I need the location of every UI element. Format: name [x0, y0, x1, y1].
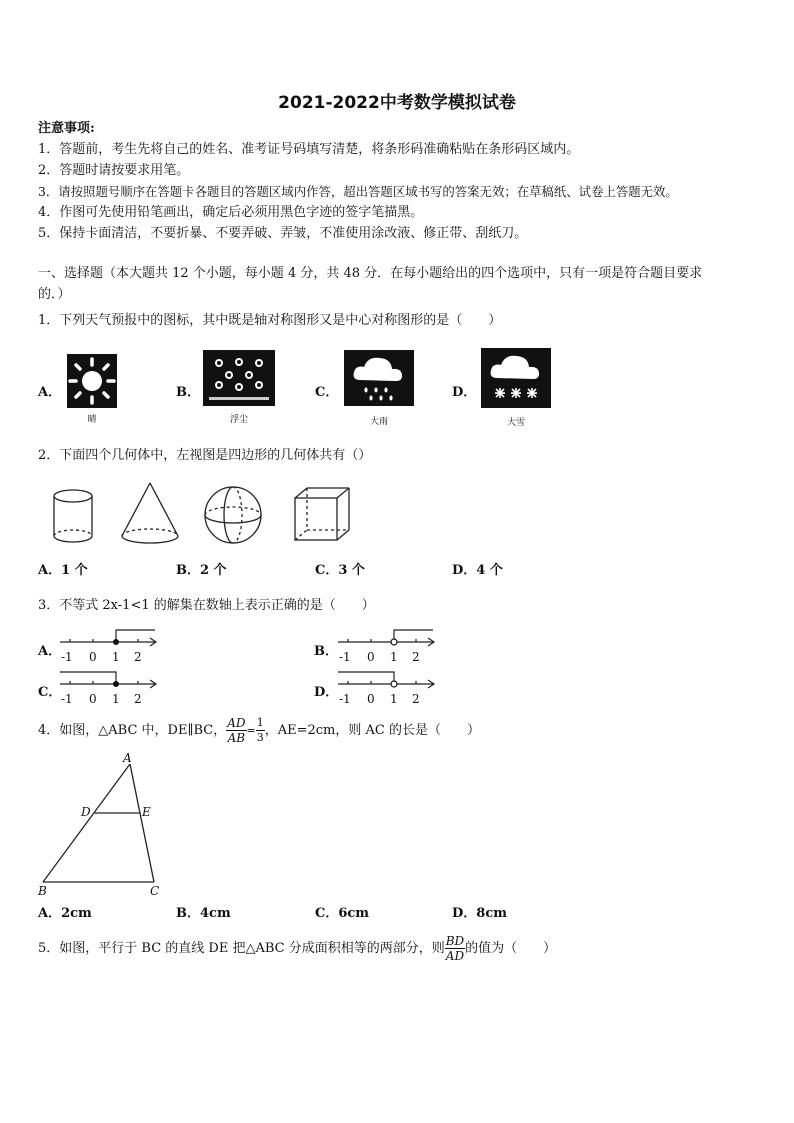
notice-item: 2．答题时请按要求用笔。: [38, 163, 190, 178]
dust-icon: [203, 350, 275, 406]
question-1-stem: 1．下列天气预报中的图标，其中既是轴对称图形又是中心对称图形的是（ ）: [38, 313, 502, 328]
tick-label: 2: [134, 650, 142, 664]
tick-label: 0: [89, 692, 97, 706]
option-b-caption: 浮尘: [229, 415, 248, 425]
q4-value-fraction: [256, 716, 265, 745]
tick-label: 1: [112, 692, 120, 706]
point-label-a: A: [123, 751, 132, 765]
q4-stem-prefix: 4．如图，△ABC 中，DE∥BC，: [38, 723, 227, 738]
tick-label: 1: [390, 650, 398, 664]
notice-heading: 注意事项:: [38, 121, 95, 136]
cylinder-shape: [50, 488, 96, 546]
tick-label: -1: [339, 692, 351, 706]
section-heading: 一、选择题（本大题共 12 个小题，每小题 4 分，共 48 分．在每小题给出的四个选项中，只有一项是符合题目要求: [38, 266, 703, 281]
q4-ratio-fraction: [226, 716, 246, 745]
tick-label: 0: [89, 650, 97, 664]
option-c-caption: 大雨: [369, 417, 388, 427]
sphere-shape: [202, 484, 264, 546]
option-d-label: D．: [452, 385, 477, 400]
number-line-d: [336, 670, 438, 708]
q3-option-b-label: B．: [314, 644, 338, 659]
triangle-diagram: [34, 750, 164, 898]
page-title: 2021-2022中考数学模拟试卷: [278, 93, 516, 113]
point-label-d: D: [81, 805, 91, 819]
q5-fraction: [445, 934, 465, 963]
tick-label: 2: [134, 692, 142, 706]
q4-option-a: A．2cm: [38, 906, 92, 921]
option-d-caption: 大雪: [506, 418, 525, 428]
q5-frac-num: BD: [445, 934, 465, 948]
q5-stem-prefix: 5．如图，平行于 BC 的直线 DE 把△ABC 分成面积相等的两部分，则: [38, 941, 445, 956]
q4-frac-den: AB: [227, 731, 246, 745]
q3-option-a-label: A．: [38, 644, 62, 659]
sun-icon: [67, 354, 117, 408]
q4-equals: =: [246, 724, 256, 737]
q4-option-d: D．8cm: [452, 906, 507, 921]
tick-label: 1: [390, 692, 398, 706]
notice-item: 3．请按照题号顺序在答题卡各题目的答题区域内作答，超出答题区域书写的答案无效；在草稿纸、试卷上答题无效。: [38, 184, 678, 199]
number-line-a: [58, 628, 160, 666]
cone-shape: [119, 480, 181, 546]
question-4-stem: [38, 716, 480, 746]
point-label-b: B: [38, 884, 47, 898]
notice-item: 1．答题前，考生先将自己的姓名、准考证号码填写清楚，将条形码准确粘贴在条形码区域内。: [38, 142, 580, 157]
tick-label: -1: [61, 650, 73, 664]
number-line-c: [58, 670, 160, 708]
option-b-label: B．: [176, 385, 200, 400]
question-5-stem: [38, 934, 556, 964]
tick-label: 1: [112, 650, 120, 664]
section-heading-cont: 的．）: [38, 287, 71, 302]
tick-label: 0: [367, 692, 375, 706]
option-a-label: A．: [38, 385, 62, 400]
option-c-label: C．: [315, 385, 339, 400]
tick-label: -1: [61, 692, 73, 706]
q3-option-d-label: D．: [314, 685, 339, 700]
tick-label: -1: [339, 650, 351, 664]
tick-label: 2: [412, 650, 420, 664]
notice-item: 4．作图可先使用铅笔画出，确定后必须用黑色字迹的签字笔描黑。: [38, 205, 424, 220]
cube-shape: [292, 485, 352, 543]
notice-item: 5．保持卡面清洁，不要折暴、不要弄破、弄皱，不准使用涂改液、修正带、刮纸刀。: [38, 226, 528, 241]
q4-stem-suffix: ，AE=2cm，则 AC 的长是（ ）: [264, 723, 480, 738]
heavy-rain-icon: [344, 350, 414, 406]
heavy-snow-icon: [481, 348, 551, 408]
q3-option-c-label: C．: [38, 685, 62, 700]
point-label-c: C: [150, 884, 160, 898]
q2-option-c: C．3 个: [315, 563, 365, 578]
q5-stem-suffix: 的值为（ ）: [465, 941, 557, 956]
q4-value-num: 1: [256, 716, 264, 729]
q4-option-b: B．4cm: [176, 906, 231, 921]
option-a-caption: 晴: [87, 415, 97, 425]
tick-label: 2: [412, 692, 420, 706]
q2-option-a: A．1 个: [38, 563, 88, 578]
point-label-e: E: [142, 805, 151, 819]
tick-label: 0: [367, 650, 375, 664]
q2-option-b: B．2 个: [176, 563, 227, 578]
q4-option-c: C．6cm: [315, 906, 370, 921]
question-3-stem: 3．不等式 2x-1<1 的解集在数轴上表示正确的是（ ）: [38, 598, 375, 613]
q5-frac-den: AD: [445, 949, 465, 963]
number-line-b: [336, 628, 438, 666]
question-2-stem: 2．下面四个几何体中，左视图是四边形的几何体共有（）: [38, 448, 372, 463]
q4-value-den: 3: [256, 731, 264, 744]
q2-option-d: D．4 个: [452, 563, 503, 578]
q4-frac-num: AD: [227, 716, 246, 730]
